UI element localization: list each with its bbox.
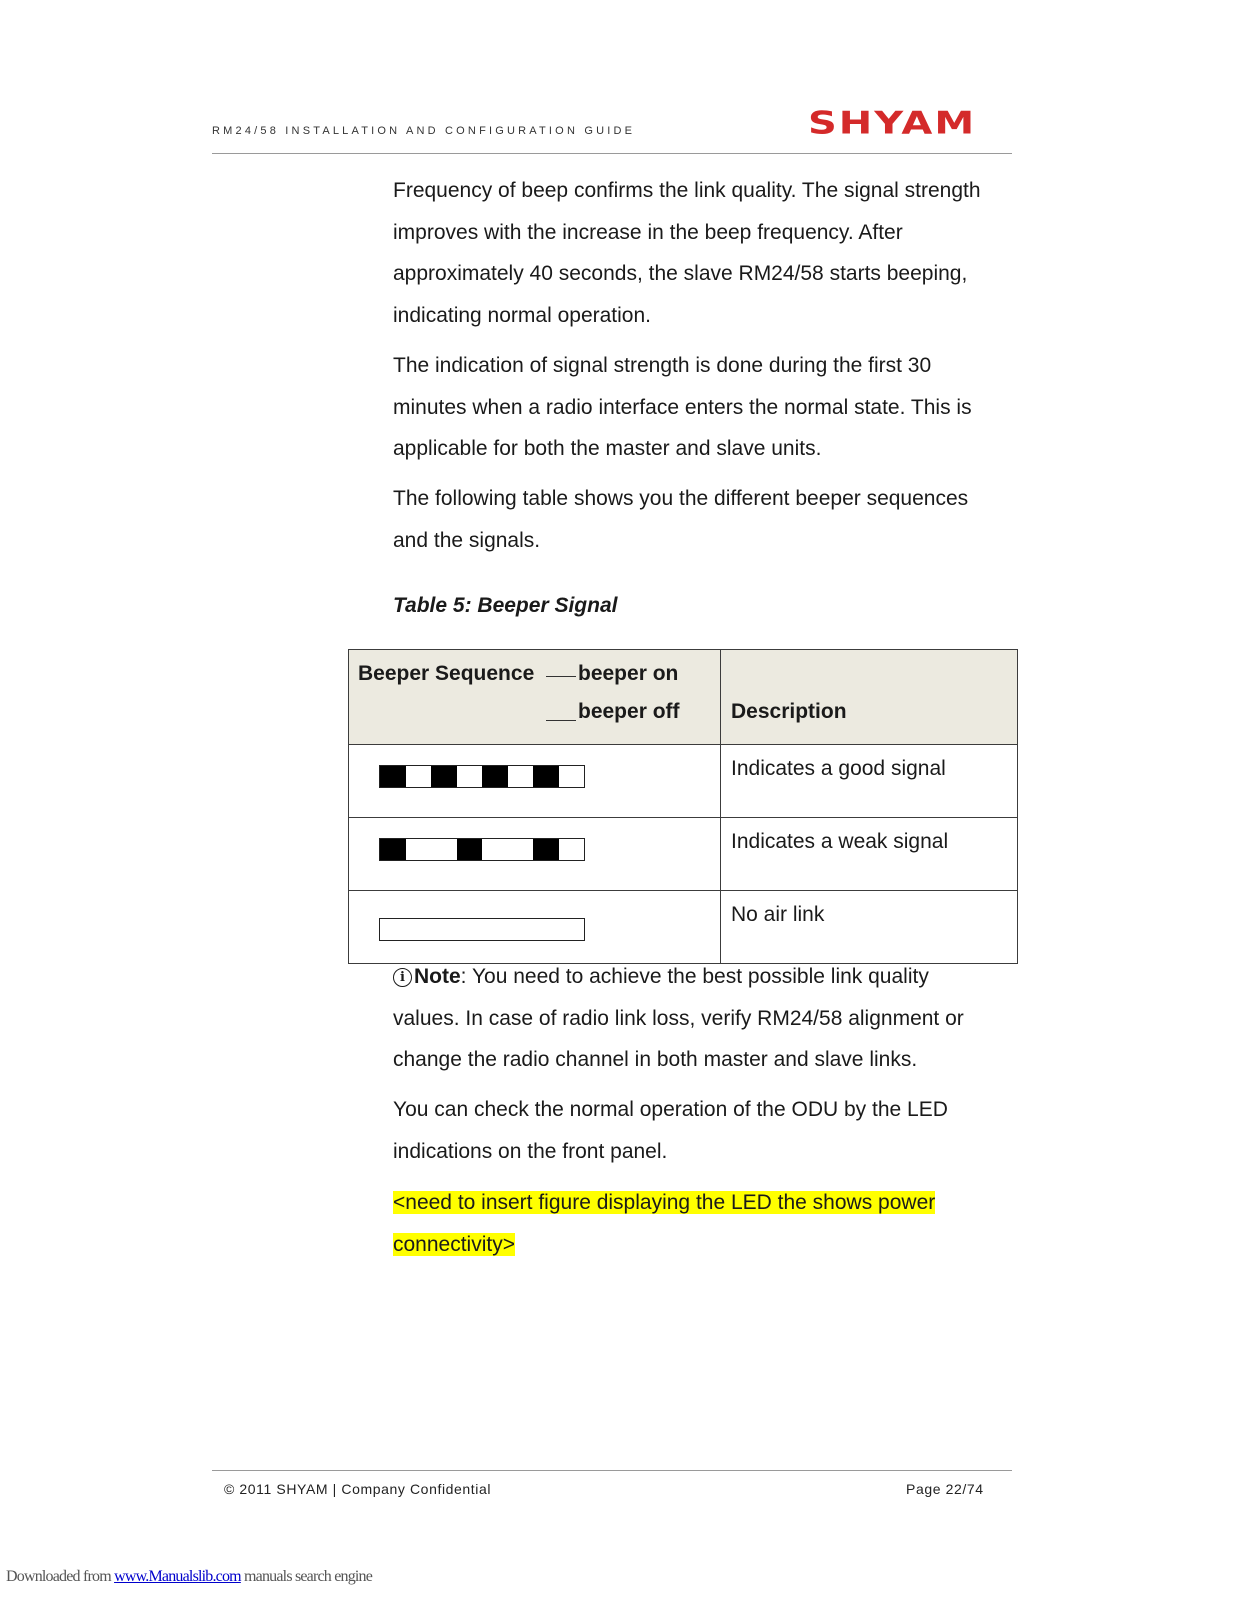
legend-on-line xyxy=(546,676,576,677)
description-cell: Indicates a good signal xyxy=(731,757,946,780)
header-beeper-sequence: Beeper Sequence xyxy=(358,662,535,685)
table-row xyxy=(349,745,1017,818)
description-cell: Indicates a weak signal xyxy=(731,830,949,853)
beeper-on-segment xyxy=(533,839,559,860)
table-row xyxy=(349,891,1017,963)
info-circle-icon: i xyxy=(393,968,412,987)
beeper-off-segment xyxy=(508,766,534,787)
legend-beeper-on: beeper on xyxy=(578,662,679,685)
beep-pattern-none xyxy=(379,918,585,941)
note-label: Note xyxy=(414,965,461,988)
legend-beeper-off: beeper off xyxy=(578,700,680,723)
beeper-on-segment xyxy=(482,766,508,787)
paragraph-table-intro: The following table shows you the different beeper sequences and the signals. xyxy=(393,487,969,552)
manualslib-link[interactable]: www.Manualslib.com xyxy=(114,1568,241,1585)
beeper-off-segment xyxy=(482,839,508,860)
paragraph-beep-frequency: Frequency of beep confirms the link quality. The signal strength improves with the increase in the beep frequency. After approximately 40 seconds, the slave RM24/58 starts beeping, indicating normal operation. xyxy=(393,179,981,327)
beeper-off-segment xyxy=(380,919,584,940)
beep-pattern-good xyxy=(379,765,585,788)
legend-off-line xyxy=(546,720,576,721)
table-column-divider xyxy=(720,650,721,963)
footer-copyright: © 2011 SHYAM | Company Confidential xyxy=(224,1481,492,1497)
paragraph-odu-check: You can check the normal operation of the ODU by the LED indications on the front panel. xyxy=(393,1098,948,1163)
beeper-off-segment xyxy=(457,766,483,787)
header-description: Description xyxy=(731,700,847,723)
download-suffix: manuals search engine xyxy=(240,1568,373,1585)
figure-placeholder xyxy=(393,1182,953,1265)
header-divider xyxy=(212,153,1012,154)
footer-page-number: Page 22/74 xyxy=(906,1481,984,1497)
beeper-off-segment xyxy=(431,839,457,860)
shyam-logo: SHYAM xyxy=(808,105,977,142)
beeper-off-segment xyxy=(406,766,432,787)
beeper-on-segment xyxy=(533,766,559,787)
table-row xyxy=(349,818,1017,891)
beeper-on-segment xyxy=(431,766,457,787)
note-paragraph xyxy=(393,956,998,1081)
beeper-off-segment xyxy=(406,839,432,860)
paragraph-signal-indication: The indication of signal strength is done during the first 30 minutes when a radio interface enters the normal state. This is applicable for both the master and slave units. xyxy=(393,354,972,460)
note-text: : You need to achieve the best possible link quality values. In case of radio link loss, verify RM24/58 alignment or change the radio channel in both master and slave links. xyxy=(393,965,964,1071)
table-caption: Table 5: Beeper Signal xyxy=(393,594,618,617)
beep-pattern-weak xyxy=(379,838,585,861)
download-banner xyxy=(6,1568,372,1586)
beeper-signal-table xyxy=(348,649,1018,964)
table-header-row xyxy=(349,650,1017,745)
download-prefix: Downloaded from xyxy=(6,1568,115,1585)
beeper-off-segment xyxy=(559,839,585,860)
beeper-on-segment xyxy=(380,766,406,787)
highlighted-placeholder-text: <need to insert figure displaying the LED the shows power connectivity> xyxy=(393,1191,936,1256)
beeper-off-segment xyxy=(508,839,534,860)
description-cell: No air link xyxy=(731,903,825,926)
footer-divider xyxy=(212,1470,1012,1471)
beeper-on-segment xyxy=(380,839,406,860)
beeper-on-segment xyxy=(457,839,483,860)
beeper-off-segment xyxy=(559,766,585,787)
document-title: RM24/58 INSTALLATION AND CONFIGURATION GUIDE xyxy=(212,125,636,137)
